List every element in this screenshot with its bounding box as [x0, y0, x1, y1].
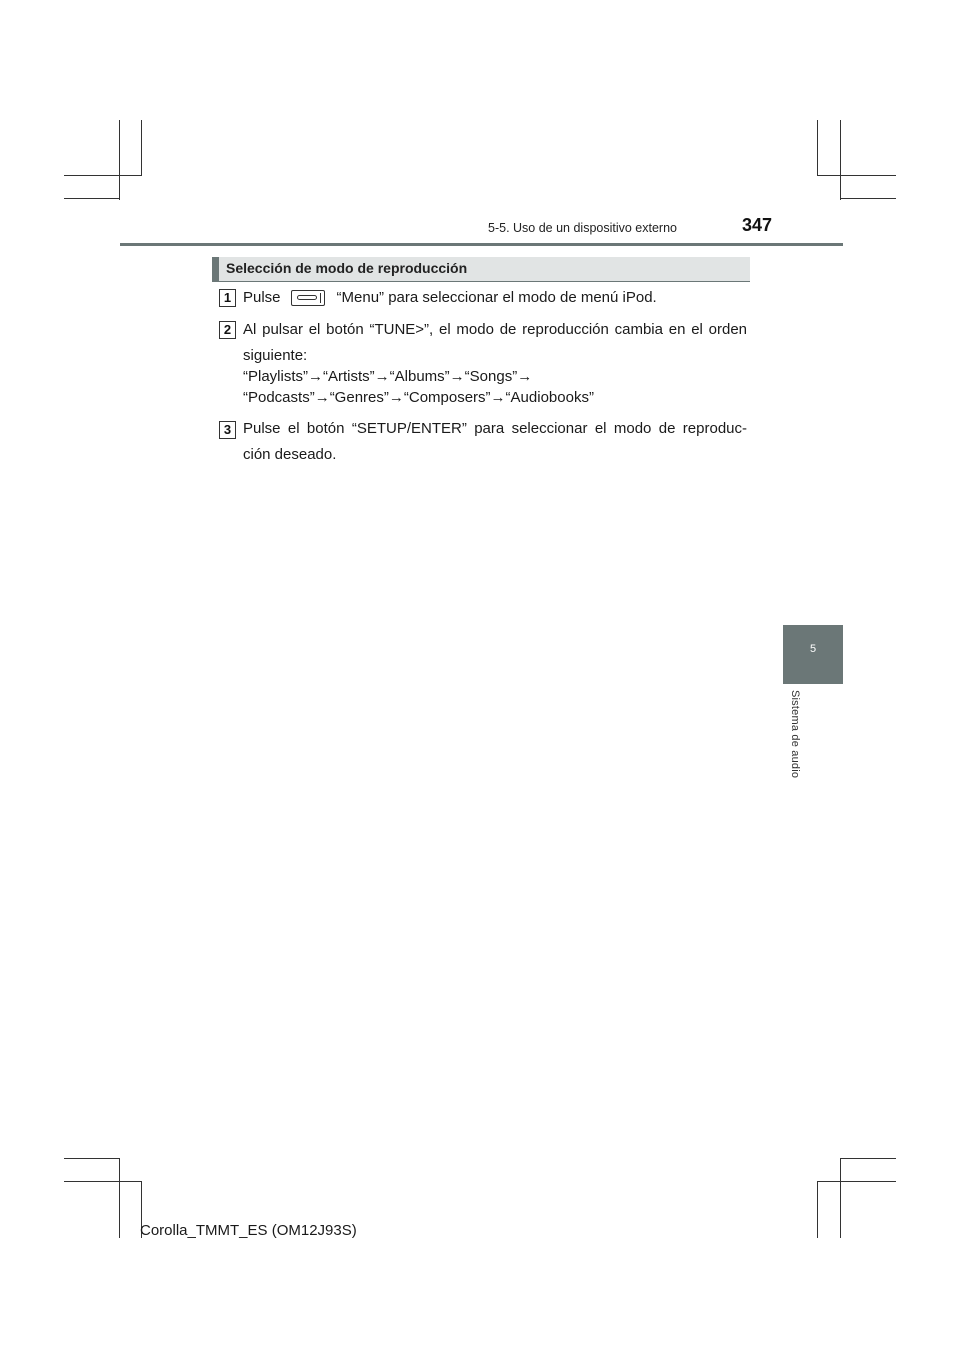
menu-button-icon: [291, 290, 325, 306]
crop-mark: [817, 1181, 818, 1238]
step-2-sequence-line-1: “Playlists”→“Artists”→“Albums”→“Songs”→: [243, 368, 533, 385]
crop-mark: [817, 175, 896, 176]
crop-mark: [840, 120, 841, 200]
step-3-text: Pulse el botón “SETUP/ENTER” para seleccionar el modo de reproduc- ción deseado.: [243, 420, 747, 463]
step-number-3: 3: [219, 421, 236, 439]
crop-mark: [840, 198, 896, 199]
crop-mark: [817, 120, 818, 176]
section-heading-title: Selección de modo de reproducción: [226, 260, 468, 276]
crop-mark: [64, 1181, 142, 1182]
step-1-text-before: Pulse: [243, 289, 281, 306]
crop-mark: [119, 1158, 120, 1238]
step-number-1: 1: [219, 289, 236, 307]
crop-mark: [141, 120, 142, 176]
step-1-text-after: “Menu” para seleccionar el modo de menú iPod.: [336, 289, 657, 306]
step-number-2: 2: [219, 321, 236, 339]
chapter-tab: 5: [783, 625, 843, 684]
crop-mark: [64, 198, 120, 199]
section-heading: [212, 257, 750, 282]
header-section-title: 5-5. Uso de un dispositivo externo: [488, 221, 677, 235]
step-2-sequence-line-2: “Podcasts”→“Genres”→“Composers”→“Audiobooks”: [243, 389, 594, 406]
crop-mark: [840, 1158, 896, 1159]
footer-document-id: Corolla_TMMT_ES (OM12J93S): [140, 1222, 357, 1239]
crop-mark: [64, 1158, 120, 1159]
step-2-text: Al pulsar el botón “TUNE>”, el modo de reproducción cambia en el orden siguiente:: [243, 321, 747, 364]
header-divider: [120, 243, 843, 246]
crop-mark: [840, 1158, 841, 1238]
crop-mark: [64, 175, 142, 176]
crop-mark: [817, 1181, 896, 1182]
section-heading-accent: [212, 257, 219, 282]
crop-mark: [119, 120, 120, 200]
step-2-sequence: [243, 366, 747, 408]
step-1-text: [243, 285, 747, 311]
page-number: 347: [742, 215, 773, 235]
chapter-label: Sistema de audio: [789, 690, 801, 779]
